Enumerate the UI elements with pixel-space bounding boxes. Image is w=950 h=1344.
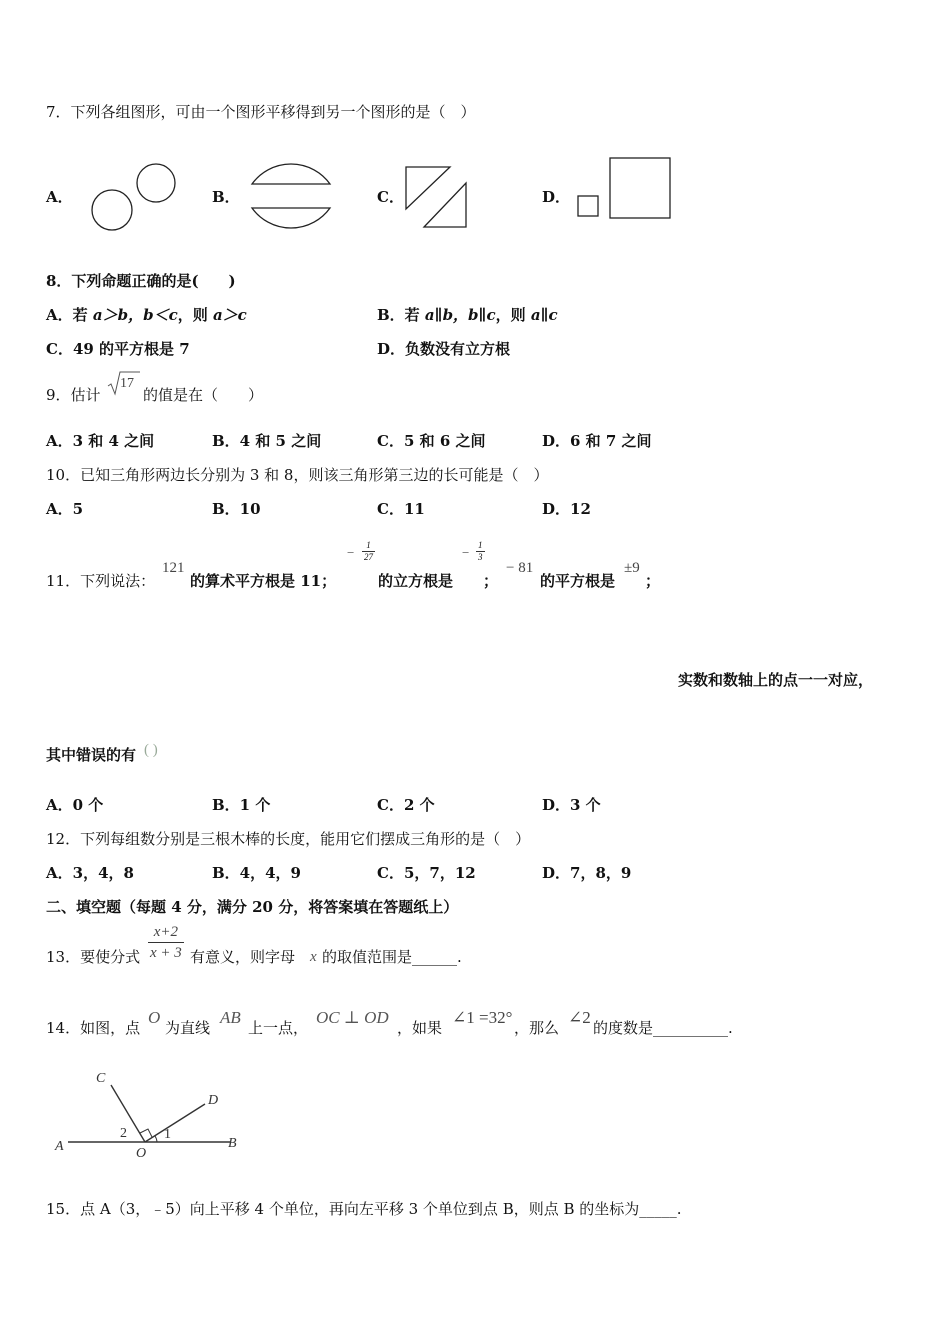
q11-answer-paren: ( ) <box>144 742 158 758</box>
q8-option-d: D．负数没有立方根 <box>377 340 511 358</box>
q11-math-121: 121 <box>162 560 185 576</box>
q9-option-b: B．4 和 5 之间 <box>212 432 322 450</box>
q14-stem-s5: 的度数是__________. <box>593 1019 733 1037</box>
q7-figure-b-two-segments <box>250 160 332 234</box>
q12-option-b: B．4，4，9 <box>212 864 301 882</box>
q13-numerator: x+2 <box>148 922 184 943</box>
q9-option-d: D．6 和 7 之间 <box>542 432 652 450</box>
q11-option-c: C．2 个 <box>377 796 435 814</box>
q11-statement-3: ； <box>483 572 499 590</box>
q11-statement-2: 的立方根是 <box>378 572 454 590</box>
q14-ray-oc <box>111 1085 145 1142</box>
q14-fig-label-b: B <box>228 1136 237 1151</box>
q12-stem: 12．下列每组数分别是三根木棒的长度，能用它们摆成三角形的是（ ） <box>46 830 531 848</box>
q14-angle-1-arc <box>155 1136 157 1142</box>
q13-variable: x <box>310 949 317 965</box>
q8-option-b-prefix: B．若 <box>377 306 425 324</box>
q8-option-b <box>377 305 558 325</box>
q14-stem-s1: 为直线 <box>165 1019 211 1037</box>
q15-stem: 15．点 A（3，﹣5）向上平移 4 个单位，再向左平移 3 个单位到点 B，则点 B 的坐标为_____. <box>46 1200 682 1218</box>
q14-figure <box>50 1068 250 1164</box>
q8-option-a-mid: ，则 <box>177 306 213 324</box>
q12-option-d: D．7，8，9 <box>542 864 632 882</box>
q12-option-a: A．3，4，8 <box>46 864 134 882</box>
q11-fraction-1-27 <box>362 540 375 563</box>
q14-point-o: O <box>148 1008 161 1027</box>
q14-angle-1: ∠1 =32° <box>452 1008 513 1027</box>
q7-figure-d-two-squares <box>576 156 674 222</box>
q13-stem-suffix: 的取值范围是______. <box>322 948 462 966</box>
q7-figure-a-two-circles <box>88 160 180 234</box>
q11-statement-line3: 其中错误的有 <box>46 746 137 764</box>
q7-option-b-label: B． <box>212 188 240 206</box>
section2-title: 二、填空题（每题 4 分，满分 20 分，将答案填在答题纸上） <box>46 898 459 916</box>
q13-fraction <box>148 922 184 963</box>
q8-option-a-math: a＞b，b＜c <box>92 306 178 324</box>
q9-option-a: A．3 和 4 之间 <box>46 432 155 450</box>
q14-fig-label-2: 2 <box>120 1126 127 1141</box>
q13-denominator: x + 3 <box>150 945 182 961</box>
q8-option-b-math2: a∥c <box>530 306 558 324</box>
q14-stem-s2: 上一点， <box>248 1019 309 1037</box>
q11-math-pm9: ±9 <box>624 560 640 576</box>
q11-neg-sign-2: − <box>462 545 470 560</box>
q8-option-a-math2: a＞c <box>212 306 247 324</box>
q7-option-a-label: A． <box>46 188 73 206</box>
q11-option-a: A．0 个 <box>46 796 104 814</box>
q11-option-d: D．3 个 <box>542 796 601 814</box>
q11-statement-5: ； <box>645 572 661 590</box>
q8-stem: 8．下列命题正确的是( ) <box>46 272 236 290</box>
q8-option-a-prefix: A．若 <box>46 306 93 324</box>
q11-fraction-1-3 <box>476 540 485 563</box>
q13-stem-prefix: 13．要使分式 <box>46 948 141 966</box>
q11-math-neg81: − 81 <box>506 560 534 576</box>
q10-stem: 10．已知三角形两边长分别为 3 和 8，则该三角形第三边的长可能是（ ） <box>46 466 549 484</box>
q12-option-c: C．5，7，12 <box>377 864 476 882</box>
q11-stem-prefix: 11．下列说法： <box>46 572 156 590</box>
q14-fig-label-o: O <box>136 1146 147 1161</box>
q8-option-c: C．49 的平方根是 7 <box>46 340 190 358</box>
q9-radicand: 17 <box>120 376 134 391</box>
q14-stem-s4: ，那么 <box>514 1019 560 1037</box>
q14-fig-label-d: D <box>208 1093 219 1108</box>
q9-stem-suffix: 的值是在（ ） <box>143 386 264 404</box>
q14-ray-od <box>145 1104 205 1142</box>
q7-option-c-label: C． <box>377 188 404 206</box>
q10-option-a: A．5 <box>46 500 84 518</box>
q9-stem-prefix: 9．估计 <box>46 386 101 404</box>
q14-line-ab: AB <box>220 1008 241 1027</box>
q11-statement-4: 的平方根是 <box>540 572 616 590</box>
q14-perpendicular: OC ⊥ OD <box>316 1008 389 1027</box>
q10-option-d: D．12 <box>542 500 591 518</box>
q9-option-c: C．5 和 6 之间 <box>377 432 486 450</box>
q14-fig-label-1: 1 <box>164 1127 171 1142</box>
q14-fig-label-a: A <box>55 1139 64 1154</box>
q11-fraction-2-den: 3 <box>478 552 483 562</box>
q11-statement-line2: 实数和数轴上的点一一对应， <box>678 671 874 689</box>
q11-statement-1: 的算术平方根是 11； <box>190 572 337 590</box>
q11-option-b: B．1 个 <box>212 796 271 814</box>
q14-stem-s3: ，如果 <box>397 1019 443 1037</box>
q11-fraction-2-num: 1 <box>478 540 483 550</box>
q10-option-c: C．11 <box>377 500 425 518</box>
q11-fraction-1-num: 1 <box>362 540 375 552</box>
q8-option-b-mid: ，则 <box>495 306 531 324</box>
q14-stem-prefix: 14．如图，点 <box>46 1019 141 1037</box>
q7-stem: 7．下列各组图形，可由一个图形平移得到另一个图形的是（ ） <box>46 103 476 121</box>
q14-angle-2: ∠2 <box>568 1008 591 1027</box>
q11-neg-sign-1: − <box>347 545 355 560</box>
q11-fraction-1-den: 27 <box>364 552 373 562</box>
q10-option-b: B．10 <box>212 500 261 518</box>
q14-fig-label-c: C <box>96 1071 106 1086</box>
q7-figure-c-two-triangles <box>404 165 472 231</box>
q13-stem-mid: 有意义，则字母 <box>190 948 296 966</box>
q8-option-a <box>46 305 247 325</box>
q8-option-b-math: a∥b，b∥c <box>424 306 496 324</box>
q7-option-d-label: D． <box>542 188 571 206</box>
